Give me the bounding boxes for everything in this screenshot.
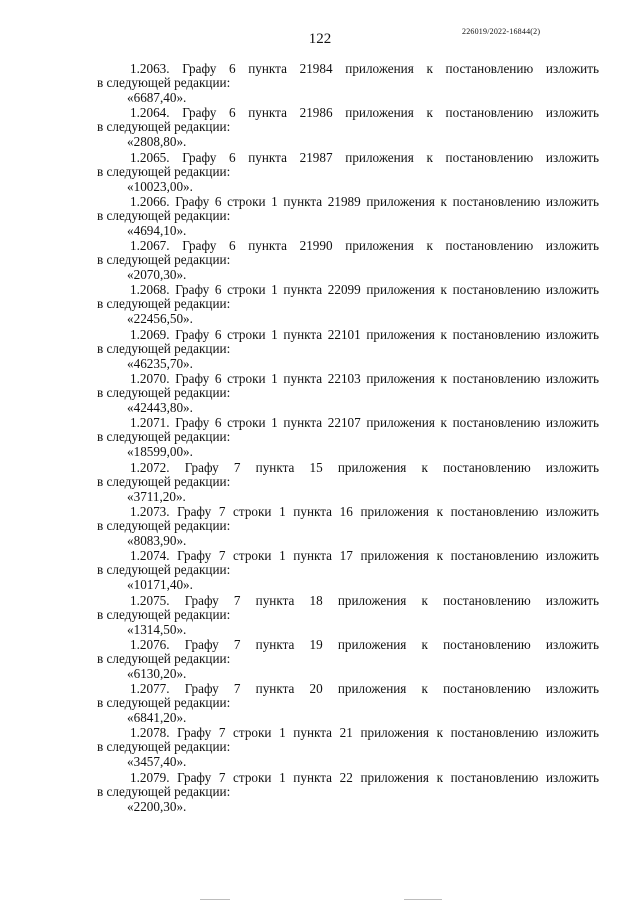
amendment-instruction: 1.2073. Графу 7 строки 1 пункта 16 приложения к постановлению изложить — [130, 503, 599, 519]
amendment-instruction: 1.2068. Графу 6 строки 1 пункта 22099 приложения к постановлению изложить — [130, 282, 599, 298]
amendment-new-value: «22456,50». — [127, 311, 193, 327]
amendment-continuation: в следующей редакции: — [97, 429, 231, 445]
amendment-continuation: в следующей редакции: — [97, 695, 231, 711]
amendment-item — [97, 504, 599, 548]
amendment-item — [97, 681, 599, 725]
amendment-instruction: 1.2071. Графу 6 строки 1 пункта 22107 приложения к постановлению изложить — [130, 415, 599, 431]
amendment-item — [97, 61, 599, 105]
amendment-new-value: «6130,20». — [127, 665, 187, 681]
amendment-continuation: в следующей редакции: — [97, 473, 231, 489]
amendment-continuation: в следующей редакции: — [97, 207, 231, 223]
amendment-new-value: «10023,00». — [127, 178, 193, 194]
amendment-continuation: в следующей редакции: — [97, 739, 231, 755]
amendment-continuation: в следующей редакции: — [97, 296, 231, 312]
amendment-instruction: 1.2079. Графу 7 строки 1 пункта 22 приложения к постановлению изложить — [130, 769, 599, 785]
amendment-continuation: в следующей редакции: — [97, 340, 231, 356]
amendment-new-value: «3457,40». — [127, 754, 187, 770]
amendment-continuation: в следующей редакции: — [97, 783, 231, 799]
amendment-new-value: «6841,20». — [127, 710, 187, 726]
amendment-item — [97, 415, 599, 459]
amendment-new-value: «10171,40». — [127, 577, 193, 593]
amendment-new-value: «46235,70». — [127, 355, 193, 371]
amendment-item — [97, 637, 599, 681]
amendment-instruction: 1.2075. Графу 7 пункта 18 приложения к постановлению изложить — [130, 592, 599, 608]
amendment-item — [97, 150, 599, 194]
amendment-new-value: «18599,00». — [127, 444, 193, 460]
amendment-instruction: 1.2067. Графу 6 пункта 21990 приложения к постановлению изложить — [130, 238, 599, 254]
amendment-item — [97, 327, 599, 371]
amendment-new-value: «8083,90». — [127, 532, 187, 548]
amendment-instruction: 1.2066. Графу 6 строки 1 пункта 21989 приложения к постановлению изложить — [130, 193, 599, 209]
amendment-continuation: в следующей редакции: — [97, 385, 231, 401]
amendment-new-value: «4694,10». — [127, 222, 187, 238]
amendment-new-value: «1314,50». — [127, 621, 187, 637]
amendment-item — [97, 194, 599, 238]
amendment-new-value: «42443,80». — [127, 400, 193, 416]
amendment-instruction: 1.2077. Графу 7 пункта 20 приложения к постановлению изложить — [130, 681, 599, 697]
amendment-item — [97, 725, 599, 769]
footer-scan-marks — [0, 896, 640, 905]
amendment-instruction: 1.2072. Графу 7 пункта 15 приложения к постановлению изложить — [130, 459, 599, 475]
amendment-item — [97, 105, 599, 149]
amendment-item — [97, 460, 599, 504]
amendment-instruction: 1.2065. Графу 6 пункта 21987 приложения к постановлению изложить — [130, 149, 599, 165]
amendment-continuation: в следующей редакции: — [97, 119, 231, 135]
amendment-instruction: 1.2076. Графу 7 пункта 19 приложения к постановлению изложить — [130, 636, 599, 652]
amendment-new-value: «3711,20». — [127, 488, 186, 504]
amendment-new-value: «2070,30». — [127, 267, 187, 283]
amendment-continuation: в следующей редакции: — [97, 562, 231, 578]
amendment-continuation: в следующей редакции: — [97, 163, 231, 179]
amendment-continuation: в следующей редакции: — [97, 517, 231, 533]
document-code: 226019/2022-16844(2) — [462, 27, 541, 36]
amendment-instruction: 1.2070. Графу 6 строки 1 пункта 22103 приложения к постановлению изложить — [130, 371, 599, 387]
amendment-continuation: в следующей редакции: — [97, 75, 231, 90]
amendment-continuation: в следующей редакции: — [97, 252, 231, 268]
amendment-item — [97, 593, 599, 637]
amendment-new-value: «2200,30». — [127, 798, 187, 814]
amendment-new-value: «6687,40». — [127, 90, 187, 105]
amendment-instruction: 1.2064. Графу 6 пункта 21986 приложения к постановлению изложить — [130, 105, 599, 121]
amendment-item — [97, 282, 599, 326]
amendment-new-value: «2808,80». — [127, 134, 187, 150]
amendment-continuation: в следующей редакции: — [97, 650, 231, 666]
amendment-item — [97, 770, 599, 814]
amendment-instruction: 1.2063. Графу 6 пункта 21984 приложения к постановлению изложить — [130, 61, 599, 76]
amendment-item — [97, 548, 599, 592]
amendment-instruction: 1.2074. Графу 7 строки 1 пункта 17 приложения к постановлению изложить — [130, 548, 599, 564]
amendment-instruction: 1.2069. Графу 6 строки 1 пункта 22101 приложения к постановлению изложить — [130, 326, 599, 342]
amendments-list — [97, 61, 599, 814]
amendment-instruction: 1.2078. Графу 7 строки 1 пункта 21 приложения к постановлению изложить — [130, 725, 599, 741]
amendment-item — [97, 371, 599, 415]
amendment-item — [97, 238, 599, 282]
amendment-continuation: в следующей редакции: — [97, 606, 231, 622]
page-number: 122 — [308, 31, 332, 47]
